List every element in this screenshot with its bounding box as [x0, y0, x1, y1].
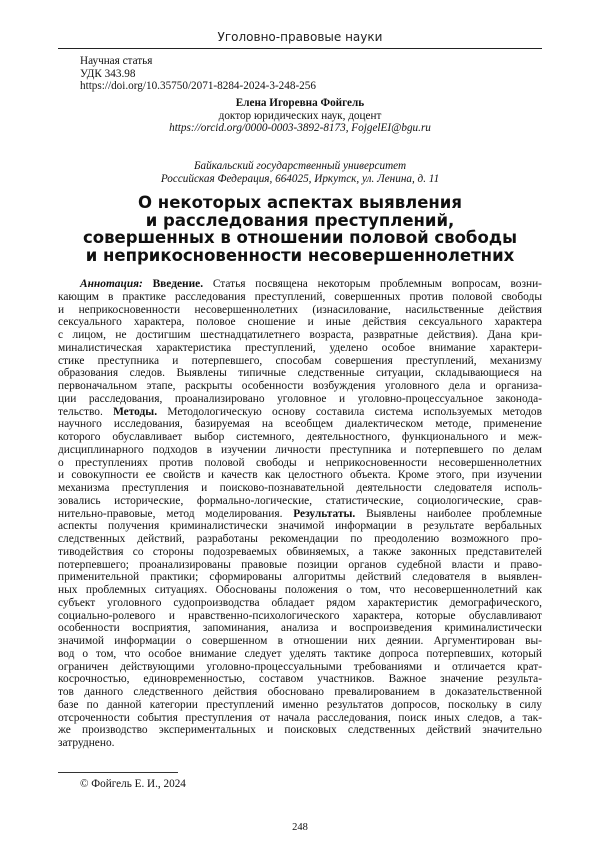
intro-label: Введение. [152, 278, 204, 290]
abstract-line: особенности восприятия, запоминания, анализа и воспроизведения криминалистически [58, 622, 542, 635]
abstract-line: субъект уголовного судопроизводства обладает рядом характеристик демографического, [58, 596, 542, 609]
abstract-label: Аннотация: [80, 278, 143, 290]
abstract-line: тельство. Методы. Методологическую основу составила система используемых методов [58, 405, 542, 418]
article-meta [80, 55, 316, 93]
doi-link[interactable]: https://doi.org/10.35750/2071-8284-2024-3-248-256 [80, 80, 316, 92]
results-label: Результаты. [293, 507, 356, 520]
abstract-line: о преступлениях против половой свободы и неприкосновенности несовершеннолетних [58, 456, 542, 469]
abstract-line: нительно-правовые, метод моделирования. Результаты. Выявлены наиболее проблемные [58, 507, 542, 520]
page-number: 248 [292, 822, 308, 833]
author-name: Елена Игоревна Фойгель [235, 97, 365, 109]
abstract-line: стике преступника и потерпевшего, способам совершения преступлений, механизму [58, 354, 542, 367]
abstract-line: первоначальном этапе, раскрыты особенности возбуждения уголовного дела и организа- [58, 380, 542, 392]
abstract-line: же производство экспериментальных и поисковых следственных действий значительно [58, 724, 542, 737]
title-line: совершенных в отношении половой свободы [82, 228, 518, 247]
running-header [58, 30, 542, 49]
affiliation-address: Российская Федерация, 664025, Иркутск, ул. Ленина, д. 11 [160, 172, 440, 185]
author-degree: доктор юридических наук, доцент [218, 109, 382, 122]
abstract-line: базе по данной категории преступлений именно результатов допросов, поскольку в силу [58, 698, 542, 711]
abstract-line: ограничен действующими уголовно-процессуальными требованиями и отличается крат- [58, 660, 542, 673]
abstract-line: аспекты получения криминалистически значимой информации в результате вербальных [58, 520, 542, 533]
abstract-line: отсроченности события преступления от начала расследования, поиск иных следов, а так- [58, 711, 542, 724]
abstract-line: дисциплинарного подходов в изучении личности преступника и потерпевшего по делам [58, 443, 542, 456]
abstract-line: тиводействия со стороны подозреваемых обвиняемых, а также законных представителей [58, 545, 542, 558]
affiliation [100, 160, 500, 185]
methods-label: Методы. [113, 405, 158, 418]
abstract-line: которого обуславливает выбор системного, деятельностного, функционального и меж- [58, 431, 542, 443]
abstract-line: применительной практики; сформированы алгоритмы действий следователя в выявлен- [58, 571, 542, 584]
abstract-line: миналистическая характеристика преступлений, уделено особое внимание характери- [58, 341, 542, 354]
abstract-line: косрочностью, единовременностью, составом участников. Важное значение результа- [58, 673, 542, 686]
abstract-line: механизма преступления и поисково-познавательной деятельности следователя исполь- [58, 482, 542, 494]
abstract-line: значимой информации о совершенном в отношении них деянии. Аргументирован вы- [58, 635, 542, 647]
abstract-line: следственных действий, разработаны рекомендации по преодолению возможного про- [58, 533, 542, 545]
abstract-line: научного исследования, базируемая на всеобщем диалектическом методе, применение [58, 418, 542, 431]
abstract [58, 278, 542, 750]
section-title: Уголовно-правовые науки [217, 30, 383, 44]
title-line: и неприкосновенности несовершеннолетних [85, 245, 515, 265]
udk-code: УДК 343.98 [80, 67, 136, 80]
copyright-notice: © Фойгель Е. И., 2024 [80, 778, 186, 790]
abstract-line: потерпевшего; проанализированы правовые позиции органов судебной власти и право- [58, 558, 542, 571]
article-title [60, 194, 540, 264]
abstract-line: и совокупности ее свойств и качеств как целостного объекта. Кроме этого, при изучении [58, 469, 542, 482]
abstract-line: тов данного следственного действия обосновано превалированием в доказательственной [58, 686, 542, 698]
article-type: Научная статья [80, 55, 153, 67]
abstract-line: образования следов. Выявлены типичные следственные ситуации, складывающиеся на [58, 367, 542, 380]
abstract-line: социально-ролевого и нравственно-психологического характера, которые обуславливают [58, 609, 542, 622]
author-block [100, 97, 500, 135]
abstract-line: зовались исторические, формально-логические, статистические, социологические, срав- [58, 494, 542, 507]
author-contacts[interactable]: https://orcid.org/0000-0003-3892-8173, FojgelEI@bgu.ru [169, 122, 431, 134]
title-line: О некоторых аспектах выявления [138, 193, 462, 212]
abstract-line: ных проблемных ситуациях. Обоснованы положения о том, что несовершеннолетний как [58, 584, 542, 596]
abstract-line: затруднено. [58, 737, 115, 749]
abstract-line: сексуального характера, половое сношение и иные действия сексуального характера [58, 316, 542, 329]
abstract-line: с лицом, не достигшим шестнадцатилетнего возраста, развратные действия). Дана кри- [58, 329, 542, 341]
abstract-line: и неприкосновенности несовершеннолетних (изнасилование, насильственные действия [58, 303, 542, 316]
abstract-line: вод о том, что особое внимание следует уделять тактике допроса потерпевших, который [58, 647, 542, 660]
abstract-line: кающим в практике расследования преступлений, совершенных против половой свободы [58, 290, 542, 303]
affiliation-university: Байкальский государственный университет [193, 160, 407, 172]
abstract-line: Аннотация: Введение. Статья посвящена некоторым проблемным вопросам, возни- [80, 278, 542, 290]
abstract-line: ции расследования, проанализировано уголовное и уголовно-процессуальное законода- [58, 392, 542, 405]
footnote-divider [58, 772, 178, 773]
title-line: и расследования преступлений, [145, 210, 455, 230]
